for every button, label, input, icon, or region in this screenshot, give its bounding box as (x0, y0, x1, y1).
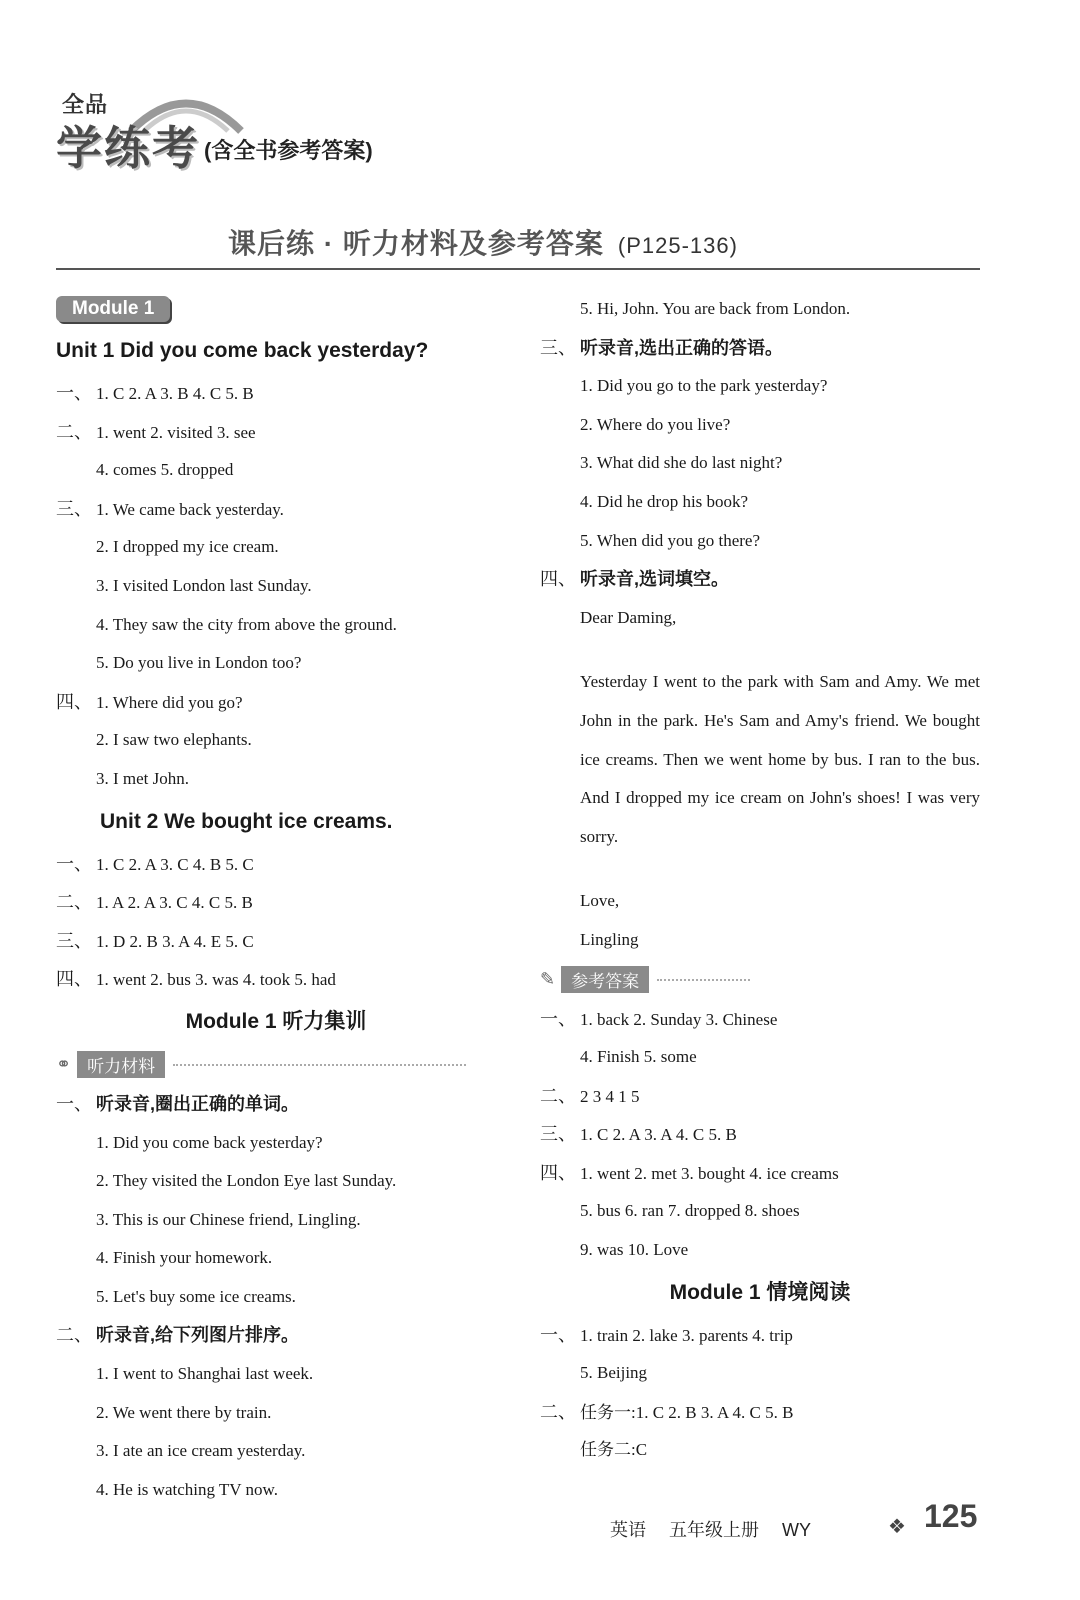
spacer (540, 856, 980, 882)
listening-s2-item: 1. I went to Shanghai last week. (96, 1364, 314, 1384)
unit1-s2-l2: 4. comes 5. dropped (96, 460, 234, 480)
answers-s4-l3: 9. was 10. Love (580, 1240, 689, 1260)
unit1-s3-item: 3. I visited London last Sunday. (96, 575, 312, 595)
brand-logo (56, 82, 476, 172)
dotted-divider (657, 979, 750, 981)
reading-heading: Module 1 情境阅读 (669, 1280, 851, 1304)
letter-body: Yesterday I went to the park with Sam and Amy. We met John in the park. He's Sam and Amy's friend. We bought ice creams. Then we went home by bus. I ran to the bus. And I dropped my ice cream on John's shoes! I was very sorry. (580, 672, 980, 846)
page-title-text: 课后练 · 听力材料及参考答案 (228, 228, 604, 259)
brand-top-text: 全品 (62, 92, 109, 117)
unit1-s3-item: 三、 1. We came back yesterday. (56, 498, 284, 519)
footer-subject: 英语 (610, 1520, 646, 1540)
answers-s4-l2: 5. bus 6. ran 7. dropped 8. shoes (580, 1201, 800, 1221)
diamond-icon: ❖ (888, 1514, 906, 1538)
listening-s3-item: 2. Where do you live? (580, 414, 731, 434)
listening-s3-item: 5. When did you go there? (580, 530, 761, 550)
listening-s1-title: 一、 听录音,圈出正确的单词。 (56, 1093, 299, 1114)
listening-s3-item: 3. What did she do last night? (580, 453, 783, 473)
unit1-s2-l1: 二、 1. went 2. visited 3. see (56, 421, 256, 442)
page-range: (P125-136) (617, 233, 738, 258)
answers-s1-l1: 一、 1. back 2. Sunday 3. Chinese (540, 1008, 778, 1029)
listening-tag: 听力材料 (77, 1051, 165, 1078)
letter-greeting: Dear Daming, (580, 607, 677, 627)
module-badge: Module 1 (56, 296, 170, 322)
right-column (540, 290, 980, 1470)
listening-s3-item: 1. Did you go to the park yesterday? (580, 376, 828, 396)
reading-s2-l2: 任务二:C (580, 1440, 648, 1460)
unit1-s4-item: 四、 1. Where did you go? (56, 691, 243, 712)
answers-tag-row (540, 960, 980, 1000)
left-column (56, 290, 496, 1509)
unit1-s3-item: 2. I dropped my ice cream. (96, 537, 279, 557)
footer-edition: WY (782, 1520, 812, 1540)
unit1-s4-item: 3. I met John. (96, 768, 190, 788)
letter-signature: Lingling (580, 929, 639, 949)
reading-s1-l2: 5. Beijing (580, 1363, 648, 1383)
listening-tag-row (56, 1045, 496, 1085)
listening-s4-title: 四、 听录音,选词填空。 (540, 569, 730, 590)
module-badge-row (56, 290, 496, 328)
title-divider (56, 268, 980, 270)
answers-s1-l2: 4. Finish 5. some (580, 1047, 697, 1067)
listening-s3-title: 三、 听录音,选出正确的答语。 (540, 337, 783, 358)
reading-s1-l1: 一、 1. train 2. lake 3. parents 4. trip (540, 1324, 793, 1345)
answers-s4-l1: 四、 1. went 2. met 3. bought 4. ice creams (540, 1162, 839, 1183)
page-footer (610, 1516, 829, 1542)
unit1-s4-item: 2. I saw two elephants. (96, 730, 252, 750)
answers-s3: 三、 1. C 2. A 3. A 4. C 5. B (540, 1124, 737, 1145)
listening-s2-item: 2. We went there by train. (96, 1402, 272, 1422)
dotted-divider (173, 1064, 466, 1066)
letter-closing: Love, (580, 891, 620, 911)
page-title (228, 222, 738, 262)
unit1-s3-item: 5. Do you live in London too? (96, 653, 302, 673)
listening-heading: Module 1 听力集训 (185, 1009, 367, 1033)
page-number: 125 (924, 1498, 978, 1534)
brand-main-text: 学练考 (56, 122, 200, 174)
unit1-s1: 一、 1. C 2. A 3. B 4. C 5. B (56, 383, 254, 403)
listening-s1-item: 1. Did you come back yesterday? (96, 1132, 323, 1152)
unit1-heading: Unit 1 Did you come back yesterday? (56, 339, 429, 362)
listening-s1-item: 3. This is our Chinese friend, Lingling. (96, 1209, 361, 1229)
headphones-icon: ⚭ (56, 1054, 72, 1076)
unit2-s4: 四、 1. went 2. bus 3. was 4. took 5. had (56, 969, 336, 990)
listening-s2-item: 3. I ate an ice cream yesterday. (96, 1441, 306, 1461)
pencil-list-icon: ✎ (540, 969, 556, 990)
listening-s1-item: 4. Finish your homework. (96, 1248, 273, 1268)
answers-s2: 二、 2 3 4 1 5 (540, 1085, 640, 1106)
unit2-s1: 一、 1. C 2. A 3. C 4. B 5. C (56, 853, 254, 874)
listening-s3-item: 4. Did he drop his book? (580, 491, 749, 511)
listening-s1-item: 5. Let's buy some ice creams. (96, 1286, 296, 1306)
brand-subtitle: (含全书参考答案) (204, 138, 373, 163)
listening-s2-item: 5. Hi, John. You are back from London. (580, 299, 851, 318)
spacer (540, 637, 980, 663)
listening-s2-title: 二、 听录音,给下列图片排序。 (56, 1325, 299, 1346)
reading-s2-l1: 二、 任务一:1. C 2. B 3. A 4. C 5. B (540, 1401, 794, 1422)
unit1-s3-item: 4. They saw the city from above the ground. (96, 614, 397, 634)
unit2-s3: 三、 1. D 2. B 3. A 4. E 5. C (56, 930, 254, 951)
unit2-s2: 二、 1. A 2. A 3. C 4. C 5. B (56, 892, 253, 913)
footer-grade: 五年级上册 (669, 1520, 760, 1540)
answers-tag: 参考答案 (561, 966, 649, 993)
listening-s2-item: 4. He is watching TV now. (96, 1479, 278, 1499)
unit2-heading: Unit 2 We bought ice creams. (100, 809, 393, 833)
listening-s1-item: 2. They visited the London Eye last Sunday. (96, 1171, 397, 1191)
